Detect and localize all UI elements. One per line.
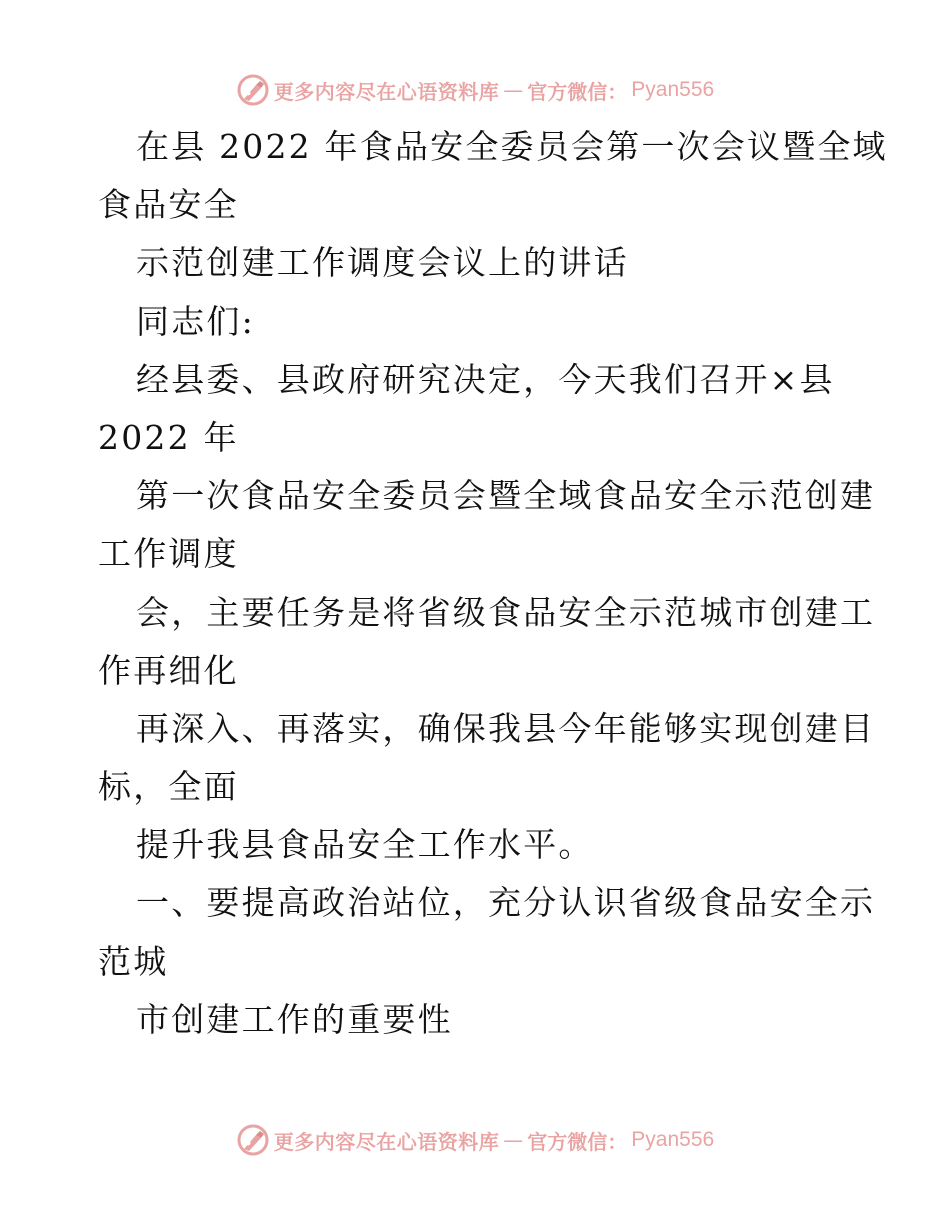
- paragraph-line: 会，主要任务是将省级食品安全示范城市创建工: [136, 592, 876, 632]
- title-line-2: 食品安全: [98, 185, 239, 225]
- paragraph-line: 经县委、县政府研究决定，今天我们召开×县: [136, 359, 835, 399]
- watermark-brand: 更多内容尽在心语资料库: [273, 1129, 500, 1154]
- section-heading-line: 范城: [98, 941, 169, 981]
- watermark-wechat-id: Pyan556: [631, 78, 715, 101]
- document-body: [98, 118, 888, 1049]
- section-heading-line: 市创建工作的重要性: [136, 999, 453, 1039]
- watermark-wechat-id: Pyan556: [631, 1128, 715, 1151]
- salutation: 同志们:: [136, 301, 255, 341]
- title-line-3: 示范创建工作调度会议上的讲话: [136, 243, 629, 283]
- paragraph-line: 2022 年: [98, 417, 239, 457]
- pen-logo-icon: [236, 73, 270, 107]
- watermark-dash: —: [503, 1128, 524, 1152]
- title-line-1: 在县 2022 年食品安全委员会第一次会议暨全域: [136, 127, 888, 166]
- header-watermark: [0, 70, 950, 110]
- watermark-brand: 更多内容尽在心语资料库: [273, 79, 500, 104]
- paragraph-line: 再深入、再落实，确保我县今年能够实现创建目: [136, 708, 876, 748]
- paragraph-line: 第一次食品安全委员会暨全域食品安全示范创建: [136, 476, 876, 516]
- pen-logo-icon: [236, 1123, 270, 1157]
- paragraph-line: 标，全面: [98, 767, 239, 807]
- paragraph-line: 提升我县食品安全工作水平。: [136, 825, 594, 865]
- paragraph-line: 作再细化: [98, 650, 239, 690]
- footer-watermark: [0, 1120, 950, 1160]
- section-heading-line: 一、要提高政治站位，充分认识省级食品安全示: [136, 883, 876, 923]
- paragraph-line: 工作调度: [98, 534, 239, 574]
- watermark-wechat-label: 官方微信：: [527, 1129, 628, 1154]
- watermark-dash: —: [503, 78, 524, 102]
- watermark-wechat-label: 官方微信：: [527, 79, 628, 104]
